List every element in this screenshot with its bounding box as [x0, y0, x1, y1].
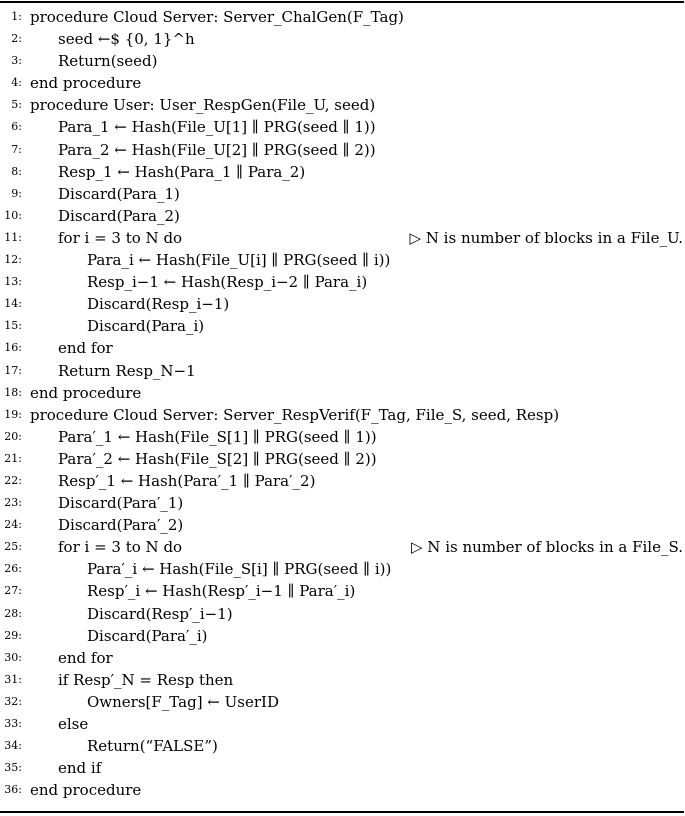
line-code: for i = 3 to N do: [58, 538, 183, 557]
line-code: Resp_i−1 ← Hash(Resp_i−2 ∥ Para_i): [87, 273, 368, 292]
algo-line: [0, 514, 685, 536]
algo-line: [0, 404, 685, 426]
line-number: 14:: [4, 297, 22, 311]
line-number: 36:: [4, 783, 22, 797]
line-number: 13:: [4, 275, 22, 289]
algo-line: [0, 72, 685, 94]
line-number: 17:: [4, 363, 22, 377]
line-number: 31:: [4, 672, 22, 686]
line-code: Para_2 ← Hash(File_U[2] ∥ PRG(seed ∥ 2)): [58, 140, 376, 159]
algo-line: [0, 205, 685, 227]
line-number: 10:: [4, 208, 22, 222]
algo-line: [0, 426, 685, 448]
algo-line: [0, 337, 685, 359]
algo-line: [0, 580, 685, 602]
line-number: 26:: [4, 562, 22, 576]
algo-line: [0, 50, 685, 72]
line-code: Owners[F_Tag] ← UserID: [87, 692, 279, 711]
line-number: 15:: [4, 319, 22, 333]
line-number: 20:: [4, 429, 22, 443]
line-code: Resp_1 ← Hash(Para_1 ∥ Para_2): [58, 162, 306, 181]
line-code: Discard(Para_1): [58, 184, 180, 203]
line-number: 28:: [4, 606, 22, 620]
algo-line: [0, 625, 685, 647]
line-code: if Resp′_N = Resp then: [58, 670, 234, 689]
algo-line: [0, 183, 685, 205]
algo-line: [0, 647, 685, 669]
line-number: 22:: [4, 473, 22, 487]
line-comment: ▷ N is number of blocks in a File_U.: [409, 228, 683, 247]
line-number: 35:: [4, 761, 22, 775]
line-code: end for: [58, 648, 113, 667]
line-code: seed ←$ {0, 1}^h: [58, 30, 195, 49]
line-number: 16:: [4, 341, 22, 355]
line-code: Discard(Resp_i−1): [87, 295, 230, 314]
line-number: 34:: [4, 739, 22, 753]
line-number: 32:: [4, 694, 22, 708]
algo-line: [0, 448, 685, 470]
algo-line: [0, 116, 685, 138]
line-number: 23:: [4, 496, 22, 510]
line-code: procedure User: User_RespGen(File_U, seed): [30, 96, 376, 115]
algo-line: [0, 669, 685, 691]
line-code: Discard(Para_i): [87, 317, 205, 336]
algo-line: [0, 161, 685, 183]
algo-line: [0, 713, 685, 735]
line-code: Para′_2 ← Hash(File_S[2] ∥ PRG(seed ∥ 2)): [58, 449, 377, 468]
algo-line: [0, 691, 685, 713]
line-code: Para_1 ← Hash(File_U[1] ∥ PRG(seed ∥ 1)): [58, 118, 376, 137]
line-comment: ▷ N is number of blocks in a File_S.: [411, 538, 683, 557]
line-number: 25:: [4, 540, 22, 554]
line-code: procedure Cloud Server: Server_ChalGen(F_Tag): [30, 8, 404, 26]
algo-line: [0, 603, 685, 625]
line-code: else: [58, 715, 89, 733]
line-number: 6:: [11, 120, 22, 134]
line-code: end procedure: [30, 74, 142, 93]
line-number: 19:: [4, 407, 22, 421]
line-number: 30:: [4, 650, 22, 664]
line-number: 3:: [11, 54, 22, 68]
line-code: Para_i ← Hash(File_U[i] ∥ PRG(seed ∥ i)): [87, 251, 391, 270]
line-number: 5:: [11, 98, 22, 112]
algo-line: [0, 779, 685, 801]
algorithm-listing: [0, 6, 685, 801]
line-code: Discard(Para′_2): [58, 516, 184, 535]
algo-line: [0, 315, 685, 337]
line-code: Discard(Para′_1): [58, 494, 184, 513]
line-number: 18:: [4, 385, 22, 399]
line-code: procedure Cloud Server: Server_RespVerif(F_Tag, File_S, seed, Resp): [30, 405, 560, 424]
line-number: 9:: [11, 186, 22, 200]
line-code: Discard(Resp′_i−1): [87, 604, 233, 623]
algo-line: [0, 470, 685, 492]
algo-line: [0, 360, 685, 382]
line-code: Resp′_1 ← Hash(Para′_1 ∥ Para′_2): [58, 471, 316, 490]
algo-line: [0, 558, 685, 580]
line-code: end procedure: [30, 383, 142, 402]
line-number: 27:: [4, 584, 22, 598]
algo-line: [0, 6, 685, 28]
line-number: 7:: [11, 142, 22, 156]
line-code: Return Resp_N−1: [58, 361, 196, 380]
line-number: 8:: [11, 164, 22, 178]
algo-line: [0, 249, 685, 271]
line-code: Return(“FALSE”): [87, 737, 218, 756]
line-code: Return(seed): [58, 52, 158, 71]
line-number: 12:: [4, 253, 22, 267]
algo-line: [0, 735, 685, 757]
algo-line: [0, 227, 685, 249]
line-number: 24:: [4, 518, 22, 532]
algo-line: [0, 536, 685, 558]
line-code: for i = 3 to N do: [58, 228, 183, 247]
line-code: end for: [58, 339, 113, 358]
algo-line: [0, 382, 685, 404]
algo-line: [0, 293, 685, 315]
line-number: 33:: [4, 717, 22, 730]
algo-line: [0, 271, 685, 293]
line-number: 4:: [11, 76, 22, 90]
line-code: Para′_1 ← Hash(File_S[1] ∥ PRG(seed ∥ 1)): [58, 427, 377, 446]
line-code: end if: [58, 759, 102, 778]
line-code: Discard(Para′_i): [87, 626, 208, 645]
algo-line: [0, 28, 685, 50]
algo-line: [0, 757, 685, 779]
line-number: 1:: [11, 10, 22, 23]
line-code: Discard(Para_2): [58, 206, 180, 225]
line-number: 2:: [11, 32, 22, 46]
line-code: Para′_i ← Hash(File_S[i] ∥ PRG(seed ∥ i)): [87, 560, 392, 579]
algo-line: [0, 94, 685, 116]
line-code: Resp′_i ← Hash(Resp′_i−1 ∥ Para′_i): [87, 582, 356, 601]
line-number: 11:: [4, 230, 22, 244]
algo-line: [0, 139, 685, 161]
line-number: 29:: [4, 628, 22, 642]
line-number: 21:: [4, 451, 22, 465]
line-code: end procedure: [30, 781, 142, 800]
algo-line: [0, 492, 685, 514]
